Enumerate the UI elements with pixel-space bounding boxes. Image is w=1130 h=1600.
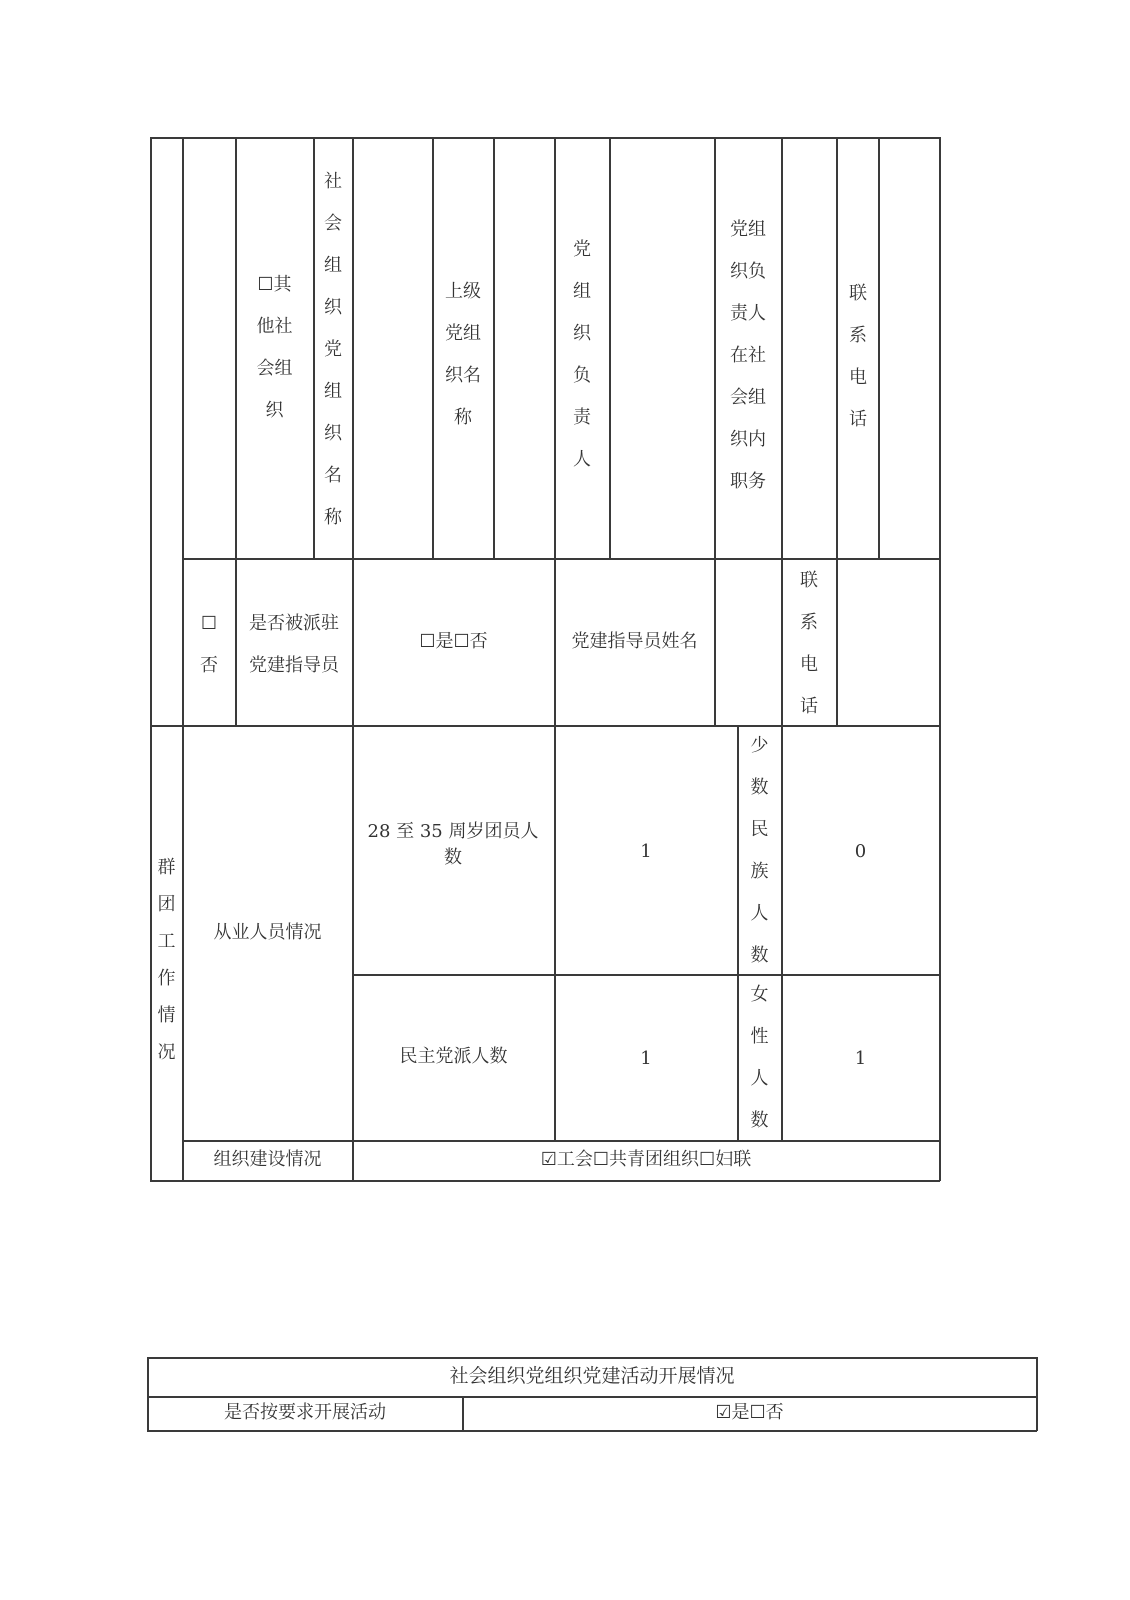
grid-line [147,1430,1037,1432]
instructor-question [236,600,352,690]
text-line: 责人 [730,303,766,324]
text-line: 职务 [730,471,766,492]
no-option [183,600,235,690]
contact-label-1 [837,272,879,442]
democratic-party-value: 1 [640,1047,652,1069]
char: 数 [750,777,769,798]
char: 电 [800,653,818,675]
char: 人 [750,1068,769,1089]
char: 况 [157,1042,176,1063]
minority-label [738,730,781,972]
char: 会 [324,213,342,234]
char: 系 [849,325,867,346]
char: 情 [157,1005,176,1026]
text-line: 会组 [730,387,766,408]
text-line: 织 [265,400,284,421]
leader-position-label [715,208,781,504]
char: 社 [324,171,342,192]
char: 称 [324,507,342,528]
char: 工 [157,931,176,952]
text-line: 他社 [256,316,293,337]
org-building-value: ☑工会☐共青团组织☐妇联 [540,1149,752,1171]
char: 电 [849,367,867,388]
char: 织 [324,297,342,318]
activity-question: 是否按要求开展活动 [224,1402,386,1424]
grid-line [150,1180,940,1182]
youth-label [360,800,546,890]
char: 织 [573,323,591,344]
youth-value: 1 [640,840,652,862]
char: 党 [324,339,342,360]
char: 联 [849,283,867,304]
grid-line [609,137,611,559]
grid-line [939,137,941,1181]
char: 话 [800,695,818,717]
org-building-label: 组织建设情况 [213,1149,322,1171]
staff-label: 从业人员情况 [213,921,322,943]
text-line: 党建指导员 [249,655,339,676]
text-line: 党组 [445,323,481,344]
char: 数 [750,1110,769,1131]
char: 族 [750,861,769,882]
char: 女 [750,984,769,1005]
char: 责 [573,407,591,428]
text-line: 织内 [730,429,766,450]
democratic-party-label: 民主党派人数 [399,1046,508,1068]
activity-answer: ☑是☐否 [715,1402,784,1424]
char: 话 [849,409,867,430]
char: 组 [573,281,591,302]
leader-label [555,230,609,480]
char: 名 [324,465,342,486]
table2-title: 社会组织党组织党建活动开展情况 [449,1365,735,1388]
text-line: ☐其 [257,274,292,295]
char: 人 [750,903,769,924]
char: 团 [157,894,176,915]
text-line: 织名 [445,365,481,386]
text-line: 28 至 35 周岁团员人数 [367,820,539,868]
minority-value: 0 [854,840,867,862]
checkbox-glyph: ☐ [200,613,218,634]
char: 党 [573,239,591,260]
text-line: 上级 [445,281,481,302]
char: 织 [324,423,342,444]
char: 组 [324,255,342,276]
text-line: 党组 [730,219,766,240]
char: 作 [157,968,176,989]
char: 性 [750,1026,769,1047]
char: 数 [750,945,769,966]
char: 系 [800,611,818,633]
char: 组 [324,381,342,402]
text-line: 是否被派驻 [249,613,339,634]
superior-org-label [433,270,493,440]
org-name-label [314,160,352,540]
other-org-option [236,138,313,558]
text-line: 称 [454,407,472,428]
char: 人 [573,449,591,470]
text-line: 会组 [256,358,293,379]
text-line: 否 [200,655,218,676]
char: 民 [750,819,769,840]
contact-label-2 [782,562,836,725]
text-line: 在社 [730,345,766,366]
char: 少 [750,735,769,756]
grid-line [493,137,495,559]
group-work-label [151,835,182,1085]
char: 联 [800,569,818,591]
char: 群 [157,857,176,878]
char: 负 [573,365,591,386]
female-value: 1 [854,1047,867,1069]
female-label [738,978,781,1138]
instructor-answer: ☐是☐否 [419,631,488,653]
grid-line [1036,1357,1038,1431]
instructor-name-label: 党建指导员姓名 [571,631,698,653]
text-line: 织负 [730,261,766,282]
